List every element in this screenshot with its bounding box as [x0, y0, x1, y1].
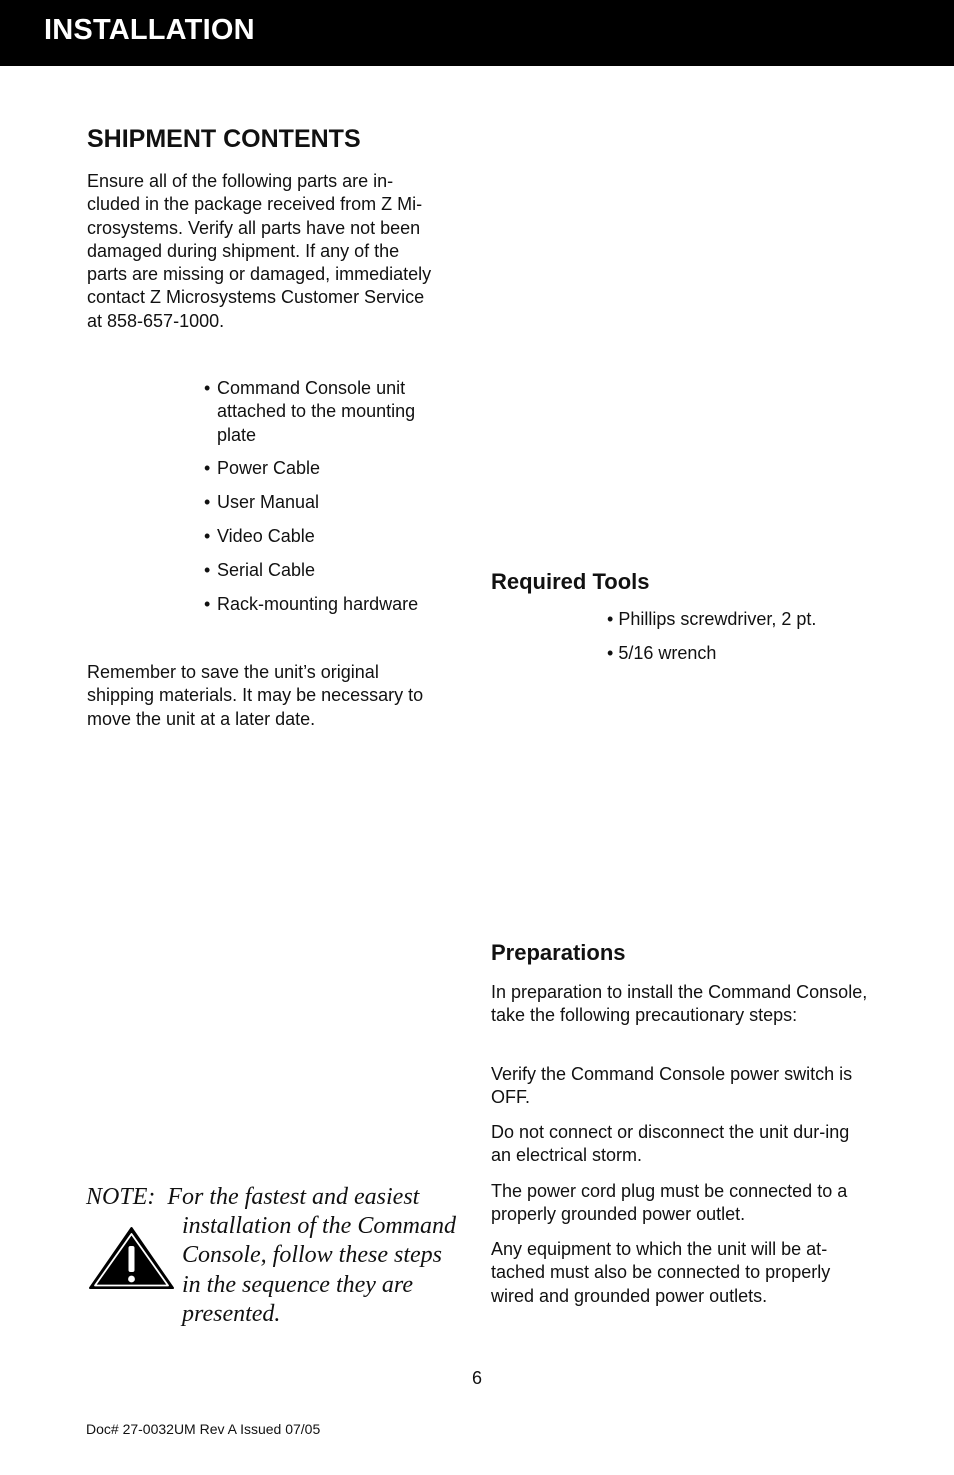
- doc-id: Doc# 27-0032UM Rev A Issued 07/05: [86, 1421, 321, 1437]
- note-line: For the fastest and easiest: [167, 1184, 420, 1210]
- note-label: NOTE:: [86, 1184, 156, 1210]
- list-item: • User Manual: [200, 491, 462, 514]
- list-item: • Command Console unit attached to the mounting plate: [200, 377, 449, 447]
- list-item: • 5/16 wrench: [607, 642, 816, 665]
- shipment-outro: [87, 661, 477, 731]
- prep-paragraph: Verify the Command Console power switch is OFF.: [491, 1064, 853, 1108]
- shipment-items-list: [200, 377, 462, 626]
- prep-paragraph: The power cord plug must be connected to a properly grounded power outlet.: [491, 1181, 848, 1225]
- preparations-heading: Preparations: [491, 940, 626, 965]
- prep-paragraph: Do not connect or disconnect the unit dur-ing an electrical storm.: [491, 1122, 850, 1166]
- page-title: INSTALLATION: [44, 14, 255, 46]
- page-number: 6: [471, 1368, 482, 1388]
- tools-heading: Required Tools: [491, 569, 650, 594]
- warning-icon: [88, 1226, 175, 1290]
- list-item: • Video Cable: [200, 525, 462, 548]
- list-item: • Phillips screwdriver, 2 pt.: [607, 608, 816, 631]
- prep-paragraph: Any equipment to which the unit will be at-tached must also be connected to properly wired and grounded power outlets.: [491, 1239, 831, 1306]
- note-line: installation of the Command: [182, 1213, 457, 1240]
- tools-list: [607, 608, 816, 676]
- list-item: • Power Cable: [200, 457, 462, 480]
- outro-line: move the unit at a later date.: [87, 708, 316, 729]
- list-item: • Rack-mounting hardware: [200, 593, 462, 616]
- prep-paragraph: In preparation to install the Command Console, take the following precautionary steps:: [491, 982, 868, 1026]
- note-line: presented.: [182, 1300, 281, 1327]
- intro-line: at 858-657-1000.: [87, 310, 225, 331]
- outro-line: shipping materials. It may be necessary to: [87, 685, 424, 706]
- shipment-intro: [87, 170, 477, 333]
- intro-line: Ensure all of the following parts are in-: [87, 171, 394, 191]
- note-line: in the sequence they are: [182, 1271, 414, 1298]
- intro-line: damaged during shipment. If any of the: [87, 240, 400, 261]
- shipment-heading: SHIPMENT CONTENTS: [87, 125, 361, 153]
- intro-line: crosystems. Verify all parts have not been: [87, 217, 421, 238]
- intro-line: parts are missing or damaged, immediately: [87, 264, 432, 285]
- list-item: • Serial Cable: [200, 559, 462, 582]
- outro-line: Remember to save the unit’s original: [87, 662, 379, 682]
- header-bar: [0, 0, 954, 66]
- intro-line: cluded in the package received from Z Mi-: [87, 194, 423, 215]
- intro-line: contact Z Microsystems Customer Service: [87, 287, 425, 308]
- note-line: Console, follow these steps: [182, 1242, 442, 1269]
